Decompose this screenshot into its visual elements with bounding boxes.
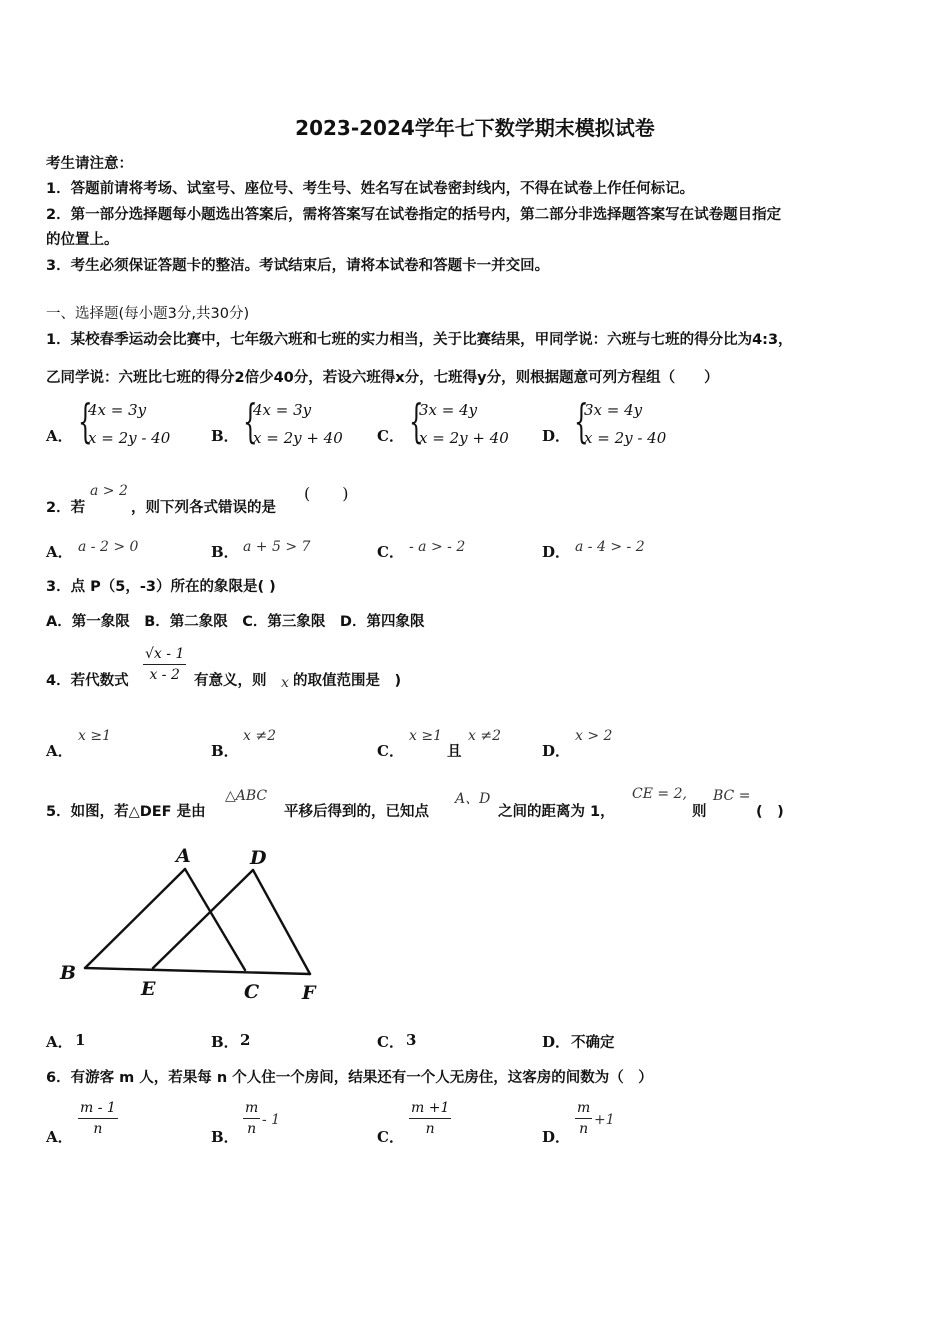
question-4-suffix: 的取值范围是 ) [293,673,402,689]
question-5-then: 则 [692,804,707,820]
fraction-numerator: m - 1 [78,1100,118,1119]
question-5-ce: CE = 2, [632,786,687,802]
option-label[interactable]: B． [211,1033,239,1051]
point-label-c: C [244,981,260,1003]
notice-item: 3．考生必须保证答题卡的整洁。考试结束后，请将本试卷和答题卡一并交回。 [46,258,550,274]
question-5-mid1: 平移后得到的，已知点 [284,804,429,820]
option-expr: - a > - 2 [409,539,466,555]
question-2-suffix: ，则下列各式错误的是 [131,500,276,516]
option-label[interactable]: B． [211,742,239,760]
brace-icon: { [409,394,424,448]
option-expr: a - 4 > - 2 [575,539,645,555]
option-label[interactable]: A． [46,742,73,760]
question-5-prefix: 5．如图，若△DEF 是由 [46,804,206,820]
question-5-bc: BC = [713,788,751,804]
section-heading: 一、选择题(每小题3分,共30分) [46,306,250,322]
point-label-f: F [302,982,316,1004]
option-expr: x ≥1 [78,728,111,744]
option-label: B． [211,427,239,445]
equation: 4x = 3y [88,401,147,419]
option-fraction [409,1100,451,1137]
option-label: A． [46,427,73,445]
point-label-b: B [60,962,77,984]
equation: x = 2y - 40 [584,429,667,447]
option-label[interactable]: C． [377,543,404,561]
option-label[interactable]: D． [542,742,571,760]
question-5-points: A、D [455,791,491,807]
equation: x = 2y - 40 [88,429,171,447]
option-joiner: 且 [447,744,462,760]
option-label[interactable]: B． [211,1128,239,1146]
question-4-fraction [143,646,186,683]
question-1-line1: 1．某校春季运动会比赛中，七年级六班和七班的实力相当，关于比赛结果，甲同学说：六班与七班的得分比为4:3， [46,332,793,348]
option-label: C． [377,427,404,445]
answer-paren: ( ) [304,484,349,503]
fraction-numerator: m [243,1100,260,1119]
option-expr: x > 2 [575,728,613,744]
equation: 3x = 4y [419,401,478,419]
page-title: 2023-2024学年七下数学期末模拟试卷 [295,116,655,140]
fraction-denominator: n [579,1121,589,1137]
brace-icon: { [243,394,258,448]
question-4-mid: 有意义，则 [194,673,267,689]
option-tail: - 1 [262,1112,281,1128]
equation: x = 2y + 40 [419,429,509,447]
segment-ab [85,869,185,968]
equation: 3x = 4y [584,401,643,419]
point-label-e: E [141,978,156,1000]
answer-paren: ( ) [756,804,784,820]
question-4-prefix: 4．若代数式 [46,673,129,689]
question-3-options[interactable]: A．第一象限 B．第二象限 C．第三象限 D．第四象限 [46,614,425,630]
question-3: 3．点 P（5，-3）所在的象限是( ) [46,579,276,595]
brace-icon: { [78,394,93,448]
point-label-a: A [176,845,191,867]
question-5-triangle: △ABC [225,788,268,804]
fraction-numerator: √x - 1 [143,646,186,665]
question-6: 6．有游客 m 人，若果每 n 个人住一个房间，结果还有一个人无房住，这客房的间数为（ ） [46,1070,653,1086]
option-fraction [243,1100,260,1137]
equation: x = 2y + 40 [253,429,343,447]
fraction-numerator: m [575,1100,592,1119]
option-label[interactable]: B． [211,543,239,561]
option-label[interactable]: A． [46,1033,73,1051]
brace-icon: { [574,394,589,448]
option-expr: a - 2 > 0 [78,539,139,555]
option-label[interactable]: A． [46,543,73,561]
fraction-denominator: n [247,1121,257,1137]
segment-bf [85,968,310,974]
option-text: 3 [406,1031,417,1049]
question-2-condition: a > 2 [90,483,128,499]
option-expr: x ≠2 [243,728,276,744]
question-5-mid2: 之间的距离为 1， [498,804,615,820]
option-label[interactable]: C． [377,1128,404,1146]
question-1-line2: 乙同学说：六班比七班的得分2倍少40分，若设六班得x分，七班得y分，则根据题意可列方程组（ ） [46,370,719,386]
fraction-numerator: m +1 [409,1100,451,1119]
fraction-denominator: x - 2 [149,667,180,683]
notice-item: 的位置上。 [46,232,119,248]
question-5-figure [55,840,335,1010]
option-label[interactable]: C． [377,1033,404,1051]
question-4-var: x [281,675,289,691]
option-tail: +1 [594,1112,615,1128]
option-text: 不确定 [571,1035,615,1051]
option-label[interactable]: D． [542,1128,571,1146]
option-text: 1 [75,1031,86,1049]
option-expr: a + 5 > 7 [243,539,311,555]
notice-item: 2．第一部分选择题每小题选出答案后，需将答案写在试卷指定的括号内，第二部分非选择题答案写在试卷题目指定 [46,207,782,223]
point-label-d: D [250,847,267,869]
notice-heading: 考生请注意： [46,156,133,172]
option-fraction [575,1100,592,1137]
option-text: 2 [240,1031,251,1049]
option-label[interactable]: D． [542,1033,571,1051]
option-label[interactable]: C． [377,742,404,760]
option-label[interactable]: D． [542,543,571,561]
option-expr: x ≠2 [468,728,501,744]
option-label: D． [542,427,571,445]
option-fraction [78,1100,118,1137]
option-label[interactable]: A． [46,1128,73,1146]
equation: 4x = 3y [253,401,312,419]
question-2-prefix: 2．若 [46,500,86,516]
option-expr: x ≥1 [409,728,442,744]
fraction-denominator: n [425,1121,435,1137]
segment-df [253,870,310,974]
fraction-denominator: n [93,1121,103,1137]
segment-ac [185,869,245,970]
notice-item: 1．答题前请将考场、试室号、座位号、考生号、姓名写在试卷密封线内，不得在试卷上作任何标记。 [46,181,695,197]
